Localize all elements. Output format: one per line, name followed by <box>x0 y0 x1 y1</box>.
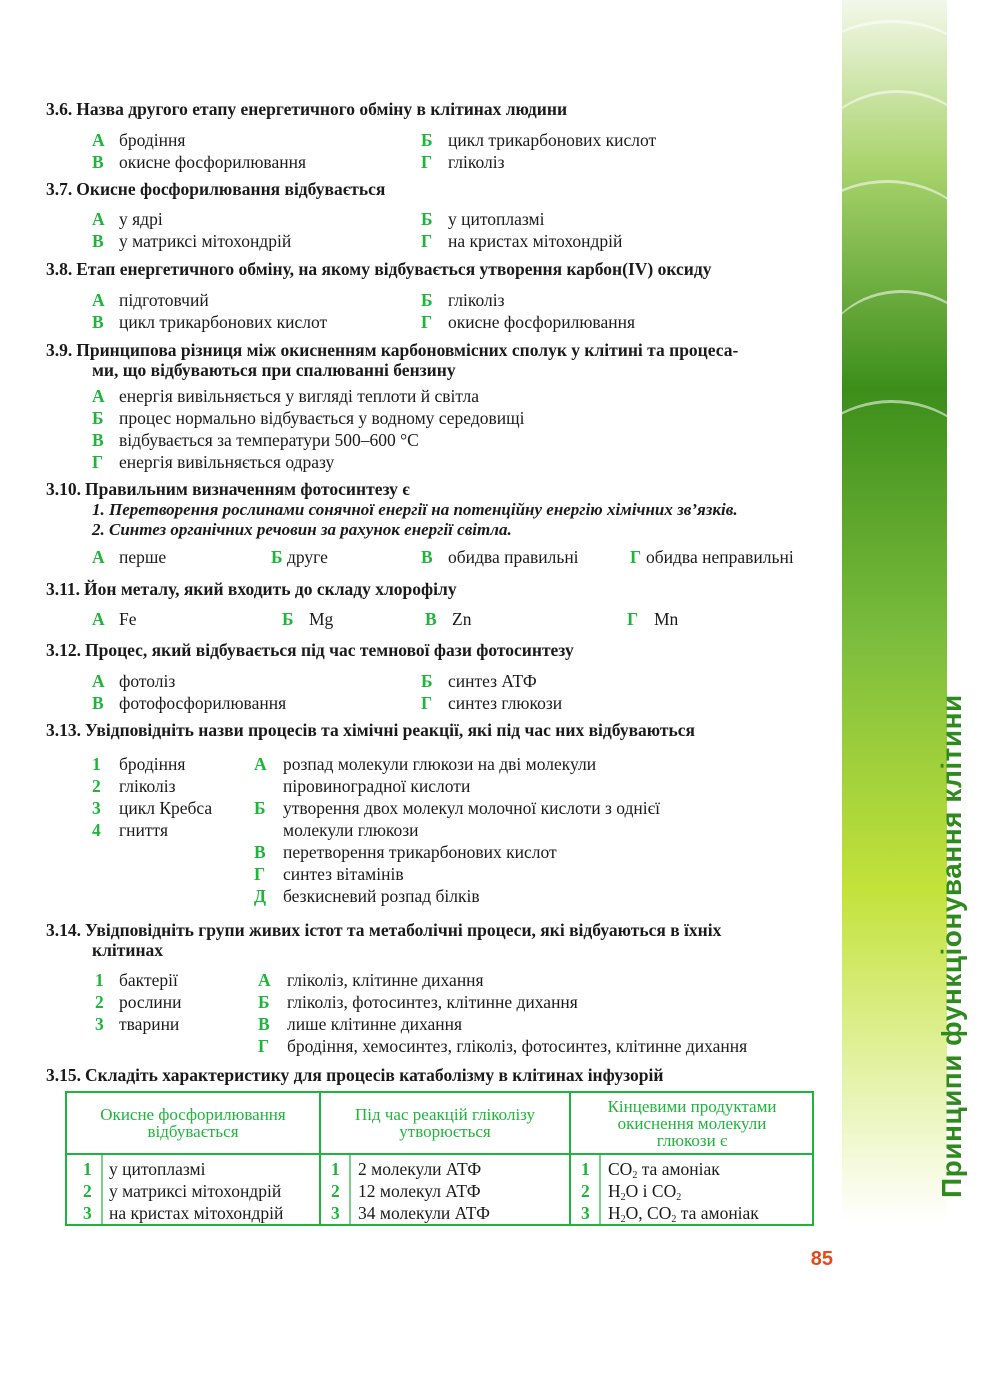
option-letter: Б <box>92 408 104 428</box>
option-text: бродіння, хемосинтез, гліколіз, фотосинтез, клітинне дихання <box>287 1036 748 1056</box>
formula-part: та амоніак <box>637 1159 720 1179</box>
option-text: на кристах мітохондрій <box>448 231 623 251</box>
option-letter: В <box>92 430 104 450</box>
question-number: 3.13. <box>46 720 81 740</box>
statement-2: 2. Синтез органічних речовин за рахунок енергії світла. <box>92 520 512 539</box>
header-line: глюкози є <box>656 1131 728 1150</box>
item-number: 1 <box>95 970 104 990</box>
option-text: цикл трикарбонових кислот <box>448 130 657 150</box>
row-number: 3 <box>331 1203 340 1223</box>
option-text: синтез АТФ <box>448 671 537 691</box>
option-text: енергія вивільняється одразу <box>119 452 335 472</box>
question-text: Увідповідніть назви процесів та хімічні реакції, які під час них відбуваються <box>85 720 696 740</box>
option-letter: А <box>92 130 105 150</box>
question-text: Процес, який відбувається під час темнової фази фотосинтезу <box>85 640 574 660</box>
option-letter: Г <box>258 1036 270 1056</box>
option-letter: В <box>421 547 433 567</box>
option-letter: Г <box>254 864 266 884</box>
item-text: цикл Кребса <box>119 798 213 818</box>
option-letter: Б <box>254 798 266 818</box>
option-letter: Б <box>258 992 270 1012</box>
table-header-end-products <box>572 1098 812 1149</box>
formula-subscript: 2 <box>676 1192 682 1203</box>
option-text: Mn <box>654 609 679 629</box>
question-number: 3.12. <box>46 640 81 660</box>
option-text: Zn <box>452 609 472 629</box>
item-number: 4 <box>92 820 101 840</box>
row-number: 1 <box>83 1159 92 1179</box>
option-text: Mg <box>309 609 334 629</box>
table-cell[interactable]: у цитоплазмі <box>109 1159 206 1179</box>
option-text: друге <box>287 547 328 567</box>
option-text: підготовчий <box>119 290 209 310</box>
question-text: Назва другого етапу енергетичного обміну в клітинах людини <box>76 99 568 119</box>
question-text: Йон металу, який входить до складу хлорофілу <box>84 579 457 599</box>
header-line: утворюється <box>399 1122 491 1141</box>
option-text: у ядрі <box>119 209 163 229</box>
question-number: 3.9. <box>46 340 73 360</box>
option-text: безкисневий розпад білків <box>283 886 480 906</box>
table-header-glycolysis <box>322 1106 568 1140</box>
table-cell[interactable]: 2 молекули АТФ <box>358 1159 482 1179</box>
option-letter: Б <box>421 290 433 310</box>
option-text: обидва правильні <box>448 547 579 567</box>
item-number: 2 <box>92 776 101 796</box>
option-text: цикл трикарбонових кислот <box>119 312 328 332</box>
row-number: 2 <box>331 1181 340 1201</box>
row-number: 2 <box>581 1181 590 1201</box>
table-cell[interactable]: 12 молекул АТФ <box>358 1181 481 1201</box>
option-letter: Г <box>421 312 433 332</box>
option-letter: А <box>92 547 105 567</box>
question-text: Правильним визначенням фотосинтезу є <box>85 479 410 499</box>
option-text: фотоліз <box>119 671 176 691</box>
question-text-continuation: клітинах <box>92 940 164 960</box>
item-number: 3 <box>95 1014 104 1034</box>
header-line: Під час реакцій гліколізу <box>354 1105 536 1124</box>
formula-part: СО <box>608 1159 633 1179</box>
question-text: Окисне фосфорилювання відбувається <box>76 179 386 199</box>
option-letter: Г <box>92 452 104 472</box>
item-text: бактерії <box>119 970 178 990</box>
option-letter: Б <box>282 609 294 629</box>
option-letter: Г <box>630 547 642 567</box>
option-text: відбувається за температури 500–600 °С <box>119 430 419 450</box>
option-text: розпад молекули глюкози на дві молекули <box>283 754 597 774</box>
question-text: Принципова різниця між окисненням карбоновмісних сполук у клітині та процеса- <box>76 340 739 360</box>
option-text: обидва неправильні <box>646 547 794 567</box>
item-text: бродіння <box>119 754 186 774</box>
option-text: гліколіз, фотосинтез, клітинне дихання <box>287 992 578 1012</box>
question-number: 3.11. <box>46 579 81 599</box>
option-letter: В <box>258 1014 270 1034</box>
row-number: 2 <box>83 1181 92 1201</box>
table-cell[interactable]: 34 молекули АТФ <box>358 1203 490 1223</box>
option-text: синтез глюкози <box>448 693 563 713</box>
formula-subscript: 2 <box>632 1170 638 1181</box>
option-text: у цитоплазмі <box>448 209 545 229</box>
row-number: 3 <box>83 1203 92 1223</box>
option-letter: В <box>92 231 104 251</box>
option-letter: А <box>92 290 105 310</box>
option-letter: В <box>92 312 104 332</box>
option-text: окисне фосфорилювання <box>448 312 635 332</box>
question-text: Етап енергетичного обміну, на якому відбувається утворення карбон(IV) оксиду <box>76 259 712 279</box>
option-text: гліколіз <box>448 152 505 172</box>
header-line: Кінцевими продуктами <box>607 1097 777 1116</box>
option-letter: В <box>92 152 104 172</box>
item-text: рослини <box>119 992 182 1012</box>
question-text: Складіть характеристику для процесів катаболізму в клітинах інфузорій <box>85 1065 664 1085</box>
item-text: тварини <box>119 1014 180 1034</box>
option-letter: Б <box>421 130 433 150</box>
table-cell[interactable]: на кристах мітохондрій <box>109 1203 284 1223</box>
question-number: 3.8. <box>46 259 73 279</box>
row-number: 1 <box>581 1159 590 1179</box>
option-letter: Б <box>421 671 433 691</box>
item-number: 3 <box>92 798 101 818</box>
option-letter: Г <box>421 231 433 251</box>
option-text: у матриксі мітохондрій <box>119 231 292 251</box>
option-letter: В <box>425 609 437 629</box>
header-line: Окисне фосфорилювання <box>100 1105 286 1124</box>
item-number: 1 <box>92 754 101 774</box>
formula-subscript: 2 <box>620 1192 626 1203</box>
item-text: гниття <box>119 820 169 840</box>
table-header-oxidative-phosphorylation <box>68 1106 318 1140</box>
option-text: Fe <box>119 609 137 629</box>
question-number: 3.6. <box>46 99 73 119</box>
question-number: 3.7. <box>46 179 73 199</box>
formula-part: О і СО <box>625 1181 677 1201</box>
option-text: фотофосфорилювання <box>119 693 287 713</box>
formula-part: Н <box>608 1181 621 1201</box>
option-text: синтез вітамінів <box>283 864 404 884</box>
question-number: 3.14. <box>46 920 81 940</box>
question-number: 3.10. <box>46 479 81 499</box>
item-text: гліколіз <box>119 776 176 796</box>
option-text: процес нормально відбувається у водному середовищі <box>119 408 525 428</box>
option-text: гліколіз <box>448 290 505 310</box>
item-number: 2 <box>95 992 104 1012</box>
option-text: енергія вивільняється у вигляді теплоти й світла <box>119 386 480 406</box>
formula-part: О, СО <box>625 1203 672 1223</box>
header-line: окиснення молекули <box>617 1114 767 1133</box>
option-text: перше <box>119 547 167 567</box>
option-letter: В <box>92 693 104 713</box>
question-text-continuation: ми, що відбуваються при спалюванні бензину <box>92 360 456 380</box>
option-letter: Д <box>254 886 267 906</box>
option-text: перетворення трикарбонових кислот <box>283 842 557 862</box>
match-right-item-continuation: молекули глюкози <box>283 820 419 840</box>
option-text: гліколіз, клітинне дихання <box>287 970 484 990</box>
option-letter: А <box>258 970 271 990</box>
option-letter: В <box>254 842 266 862</box>
question-number: 3.15. <box>46 1065 81 1085</box>
table-cell[interactable] <box>608 1202 759 1231</box>
formula-subscript: 2 <box>671 1214 677 1225</box>
row-number: 1 <box>331 1159 340 1179</box>
statement-1: 1. Перетворення рослинами сонячної енергії на потенційну енергію хімічних зв’язків. <box>92 500 738 519</box>
option-letter: А <box>92 209 105 229</box>
side-chapter-title: Принципи функціонування клітини <box>936 694 967 1198</box>
option-letter: Г <box>627 609 639 629</box>
option-text: окисне фосфорилювання <box>119 152 306 172</box>
header-line: відбувається <box>147 1122 239 1141</box>
option-letter: А <box>254 754 267 774</box>
option-letter: Б <box>271 547 283 567</box>
page-number: 85 <box>810 1248 833 1270</box>
option-letter: Г <box>421 152 433 172</box>
option-letter: А <box>92 671 105 691</box>
match-right-item-continuation: піровиноградної кислоти <box>283 776 471 796</box>
option-text: бродіння <box>119 130 186 150</box>
row-number: 3 <box>581 1203 590 1223</box>
formula-part: Н <box>608 1203 621 1223</box>
question-text: Увідповідніть групи живих істот та метаболічні процеси, які відбуаються в їхніх <box>85 920 722 940</box>
formula-subscript: 2 <box>620 1214 626 1225</box>
option-letter: А <box>92 386 105 406</box>
table-cell[interactable]: у матриксі мітохондрій <box>109 1181 282 1201</box>
option-text: утворення двох молекул молочної кислоти з однієї <box>283 798 660 818</box>
option-letter: Б <box>421 209 433 229</box>
option-letter: А <box>92 609 105 629</box>
option-text: лише клітинне дихання <box>287 1014 463 1034</box>
option-letter: Г <box>421 693 433 713</box>
formula-part: та амоніак <box>676 1203 759 1223</box>
